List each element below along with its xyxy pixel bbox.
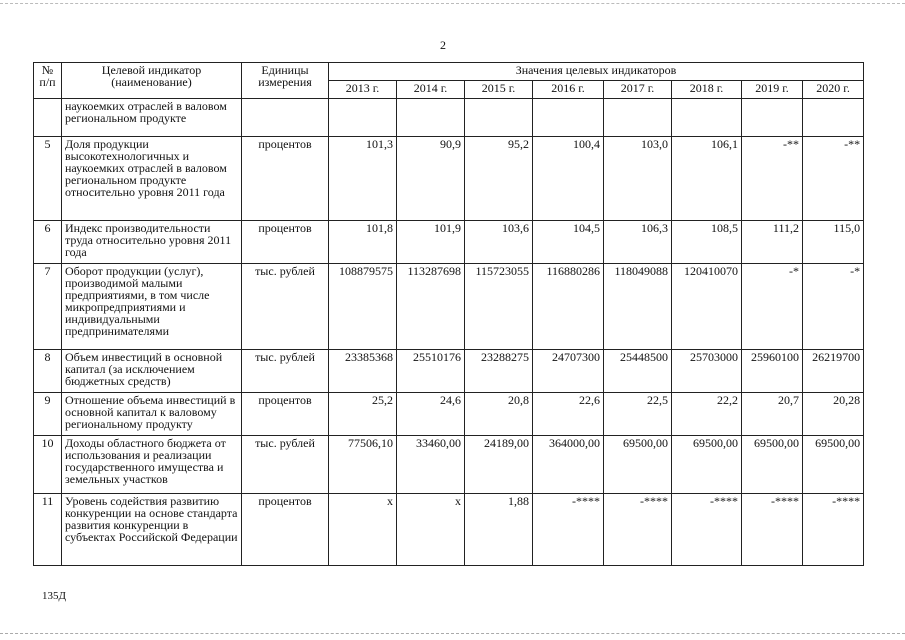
indicator-name: Доля продукции высокотехнологичных и наукоемких отраслей в валовом региональном продукте относительно уровня 2011 года — [62, 137, 242, 221]
indicator-value: -**** — [672, 494, 742, 566]
indicator-value: -**** — [803, 494, 864, 566]
table-row — [34, 393, 864, 436]
indicator-value: 23385368 — [329, 350, 397, 393]
indicator-value: 108879575 — [329, 264, 397, 350]
scan-edge-top — [0, 3, 905, 4]
indicator-name: Уровень содействия развитию конкуренции на основе стандарта развития конкуренции в субъектах Российской Федерации — [62, 494, 242, 566]
indicator-value: 101,9 — [397, 221, 465, 264]
indicator-value: 22,5 — [604, 393, 672, 436]
header-units: Единицы измерения — [242, 63, 329, 99]
indicator-value — [397, 99, 465, 137]
indicator-value: 101,8 — [329, 221, 397, 264]
indicator-value: 25703000 — [672, 350, 742, 393]
indicator-value: 33460,00 — [397, 436, 465, 494]
indicator-name: Отношение объема инвестиций в основной капитал к валовому региональному продукту — [62, 393, 242, 436]
indicator-value: 22,6 — [533, 393, 604, 436]
table-header — [34, 63, 864, 99]
indicator-unit: тыс. рублей — [242, 264, 329, 350]
indicator-value: 101,3 — [329, 137, 397, 221]
table-row — [34, 350, 864, 393]
indicator-unit: процентов — [242, 137, 329, 221]
indicator-value: 25,2 — [329, 393, 397, 436]
indicator-value — [742, 99, 803, 137]
indicator-value: 69500,00 — [803, 436, 864, 494]
indicator-value — [329, 99, 397, 137]
header-year: 2017 г. — [604, 81, 672, 99]
indicator-value: 24,6 — [397, 393, 465, 436]
indicator-value: 103,6 — [465, 221, 533, 264]
header-year: 2020 г. — [803, 81, 864, 99]
scan-edge-bottom — [0, 633, 905, 634]
indicator-value: 106,3 — [604, 221, 672, 264]
header-year: 2018 г. — [672, 81, 742, 99]
indicator-value: 1,88 — [465, 494, 533, 566]
header-year: 2014 г. — [397, 81, 465, 99]
indicator-value: 26219700 — [803, 350, 864, 393]
row-number: 7 — [34, 264, 62, 350]
row-number: 6 — [34, 221, 62, 264]
indicator-value: -* — [803, 264, 864, 350]
indicator-value: -**** — [604, 494, 672, 566]
row-number: 10 — [34, 436, 62, 494]
indicator-unit: процентов — [242, 393, 329, 436]
row-number: 5 — [34, 137, 62, 221]
header-indicator: Целевой индикатор (наименование) — [62, 63, 242, 99]
indicator-value: -** — [803, 137, 864, 221]
indicator-value: -* — [742, 264, 803, 350]
indicator-value: 69500,00 — [604, 436, 672, 494]
table-row — [34, 264, 864, 350]
indicator-value: 25448500 — [604, 350, 672, 393]
indicator-value: 20,8 — [465, 393, 533, 436]
indicator-value: 100,4 — [533, 137, 604, 221]
indicator-value: 116880286 — [533, 264, 604, 350]
indicator-value: 23288275 — [465, 350, 533, 393]
indicator-value — [803, 99, 864, 137]
table-row — [34, 436, 864, 494]
indicator-value: 24189,00 — [465, 436, 533, 494]
indicator-value: х — [329, 494, 397, 566]
indicator-value: 20,7 — [742, 393, 803, 436]
indicator-value: 120410070 — [672, 264, 742, 350]
indicator-value: 95,2 — [465, 137, 533, 221]
indicator-value — [533, 99, 604, 137]
indicator-value — [465, 99, 533, 137]
header-year: 2013 г. — [329, 81, 397, 99]
indicator-unit: тыс. рублей — [242, 350, 329, 393]
indicator-unit: процентов — [242, 494, 329, 566]
indicator-value: 103,0 — [604, 137, 672, 221]
indicator-value: 108,5 — [672, 221, 742, 264]
indicator-value: 24707300 — [533, 350, 604, 393]
indicator-value: 22,2 — [672, 393, 742, 436]
header-year: 2019 г. — [742, 81, 803, 99]
indicator-value: 111,2 — [742, 221, 803, 264]
indicator-value: 364000,00 — [533, 436, 604, 494]
header-year: 2015 г. — [465, 81, 533, 99]
indicator-name: Доходы областного бюджета от использования и реализации государственного имущества и земельных участков — [62, 436, 242, 494]
indicator-value — [604, 99, 672, 137]
indicator-unit: тыс. рублей — [242, 436, 329, 494]
indicator-value: 90,9 — [397, 137, 465, 221]
row-number — [34, 99, 62, 137]
indicator-name: Индекс производительности труда относительно уровня 2011 года — [62, 221, 242, 264]
indicator-value: -**** — [742, 494, 803, 566]
indicator-unit — [242, 99, 329, 137]
row-number: 9 — [34, 393, 62, 436]
indicator-value: 20,28 — [803, 393, 864, 436]
indicator-value: 25960100 — [742, 350, 803, 393]
table-row — [34, 137, 864, 221]
indicator-value: 115,0 — [803, 221, 864, 264]
indicator-value: -**** — [533, 494, 604, 566]
header-year: 2016 г. — [533, 81, 604, 99]
table-row — [34, 494, 864, 566]
indicator-value: -** — [742, 137, 803, 221]
indicator-value: 69500,00 — [672, 436, 742, 494]
row-number: 8 — [34, 350, 62, 393]
indicator-value: 104,5 — [533, 221, 604, 264]
indicator-value: 113287698 — [397, 264, 465, 350]
table-body — [34, 99, 864, 566]
table-row — [34, 99, 864, 137]
indicator-value: 77506,10 — [329, 436, 397, 494]
document-code: 135Д — [42, 590, 67, 602]
indicator-name: наукоемких отраслей в валовом региональном продукте — [62, 99, 242, 137]
header-num: № п/п — [34, 63, 62, 99]
indicator-value: 25510176 — [397, 350, 465, 393]
indicator-name: Объем инвестиций в основной капитал (за исключением бюджетных средств) — [62, 350, 242, 393]
row-number: 11 — [34, 494, 62, 566]
indicator-value: 115723055 — [465, 264, 533, 350]
indicator-value: 118049088 — [604, 264, 672, 350]
indicator-value: 106,1 — [672, 137, 742, 221]
header-values: Значения целевых индикаторов — [329, 63, 864, 81]
page-number: 2 — [440, 38, 446, 52]
indicator-name: Оборот продукции (услуг), производимой малыми предприятиями, в том числе микропредприятиями и индивидуальными предпринимателями — [62, 264, 242, 350]
indicator-value: 69500,00 — [742, 436, 803, 494]
indicator-unit: процентов — [242, 221, 329, 264]
table-row — [34, 221, 864, 264]
indicator-value: х — [397, 494, 465, 566]
indicators-table — [33, 62, 864, 566]
indicator-value — [672, 99, 742, 137]
